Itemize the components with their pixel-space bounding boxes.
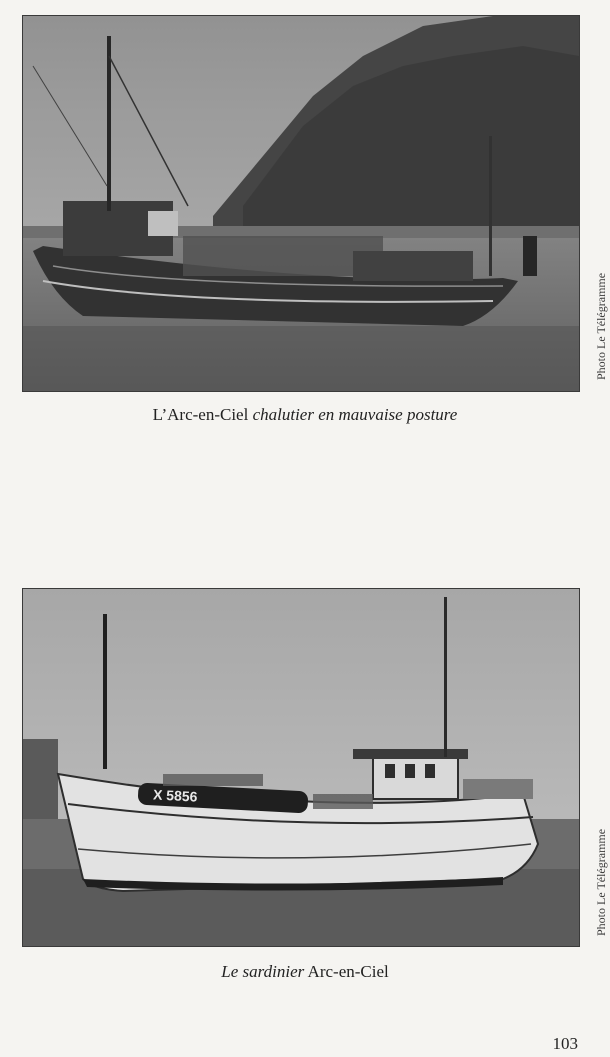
caption-suffix: Arc-en-Ciel [304, 962, 389, 981]
caption-italic: chalutier en mauvaise posture [252, 405, 458, 424]
caption-italic: Le sardinier [221, 962, 305, 981]
photo-trawler-image [23, 16, 579, 391]
hull-number: X 5856 [152, 786, 198, 805]
page-number: 103 [552, 1034, 578, 1053]
photo-trawler-aground [22, 15, 580, 392]
photo-credit: Photo Le Télégramme [594, 828, 608, 936]
photo-sardine-boat [22, 588, 580, 947]
figure-caption [0, 962, 610, 982]
caption-prefix: L’Arc-en-Ciel [152, 405, 253, 424]
photo-credit: Photo Le Télégramme [594, 272, 608, 380]
photo-sardine-boat-image [23, 589, 579, 946]
figure-caption [0, 405, 610, 425]
